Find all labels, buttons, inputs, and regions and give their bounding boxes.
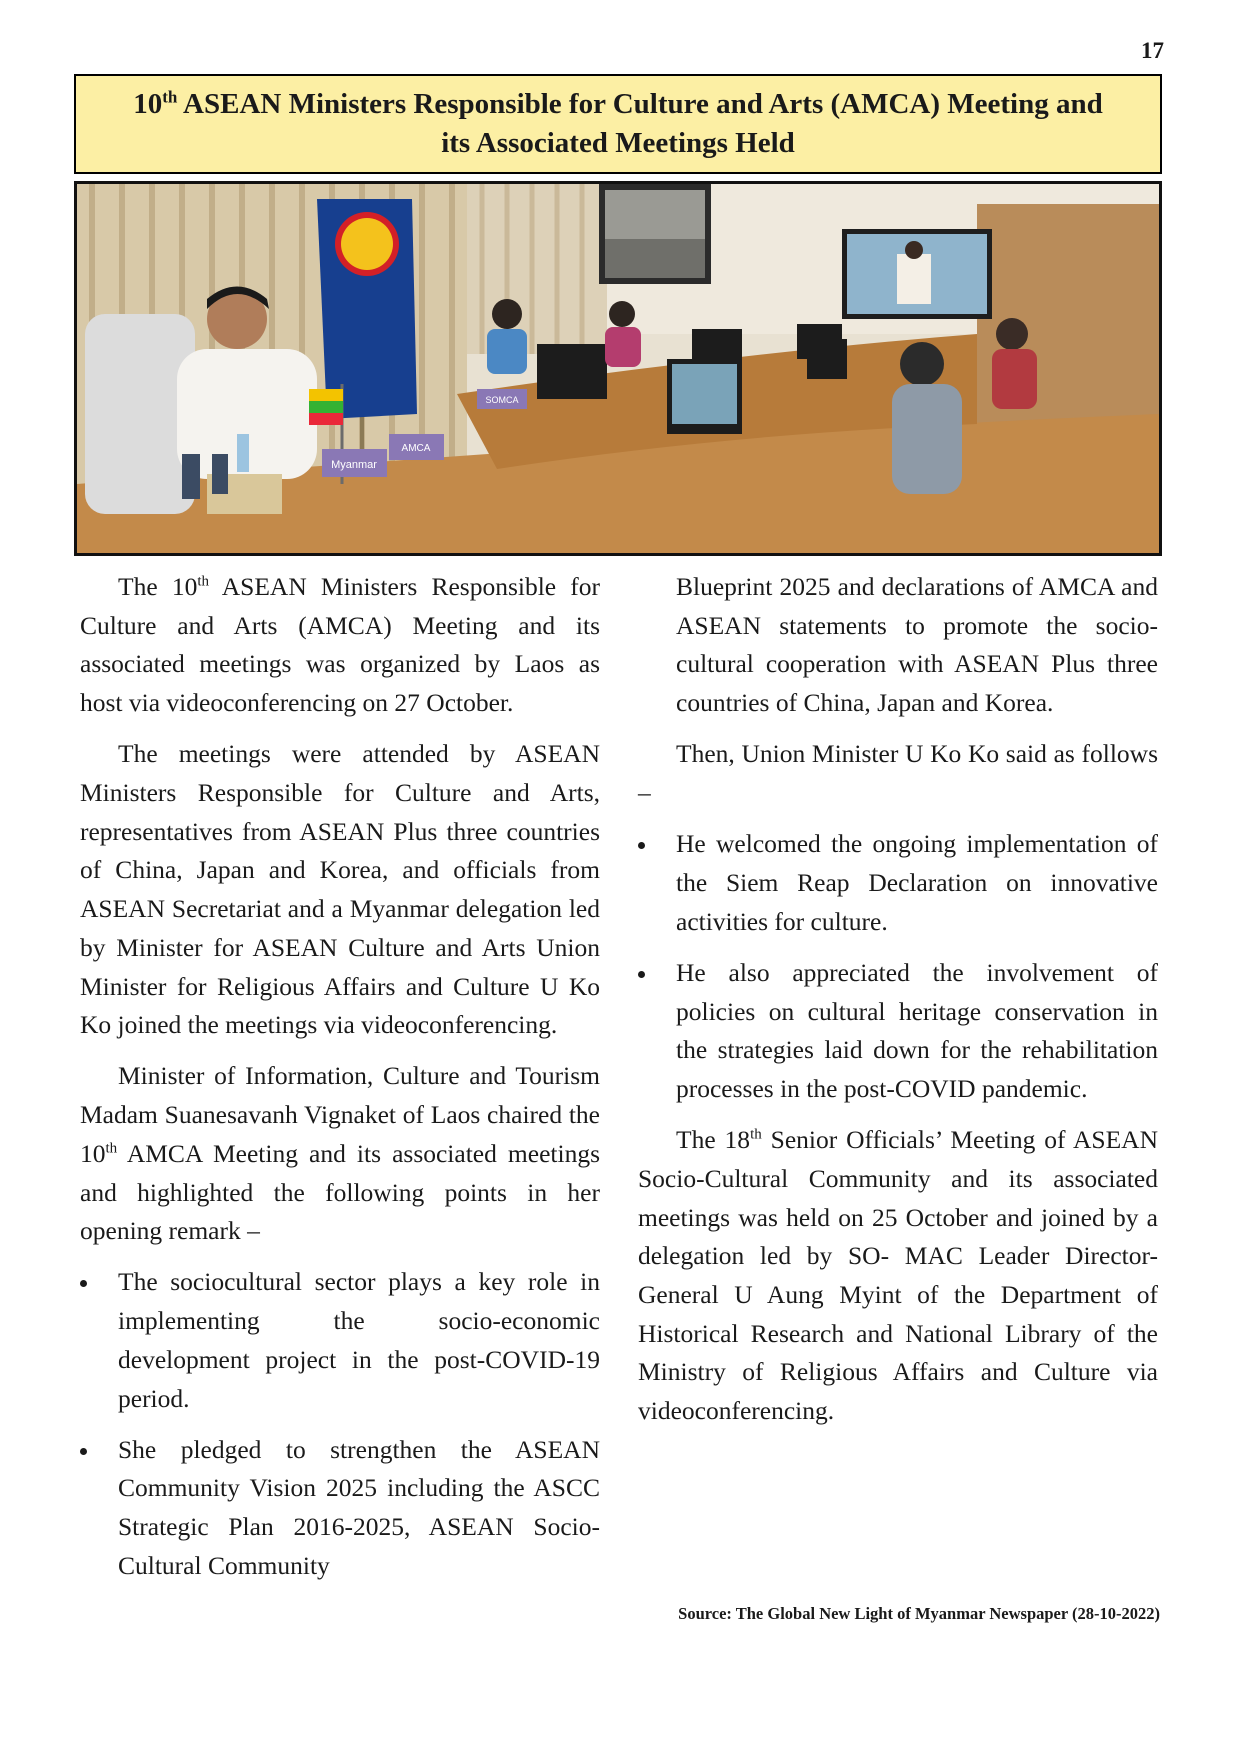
- right-column: [638, 568, 1158, 1443]
- bullet-icon: [80, 1448, 87, 1455]
- paragraph-1-end: ASEAN Ministers Responsible for Culture and Arts (AMCA) Meeting and its associated meetings was organized by Laos as host via videoconferencing on 27 October.: [80, 572, 601, 718]
- page-number: 17: [1141, 38, 1164, 63]
- title-ordinal-suffix: th: [162, 87, 178, 107]
- minister-remarks-list: [638, 825, 1158, 1108]
- article-title: [74, 74, 1162, 174]
- paragraph-2: The meetings were attended by ASEAN Ministers Responsible for Culture and Arts, representatives from ASEAN Plus three countries of China, Japan and Korea, and officials from ASEAN Secretariat and a Myanmar delegation led by Minister for ASEAN Culture and Arts Union Minister for Religious Affairs and Culture U Ko Ko joined the meetings via videoconferencing.: [80, 739, 600, 1040]
- title-line-1: [133, 85, 1102, 124]
- list-item: [80, 1263, 600, 1418]
- curtain-middle: [467, 184, 607, 354]
- nameplate-myanmar: [322, 449, 387, 477]
- wall-picture: [599, 184, 711, 284]
- paragraph-5: [638, 1121, 1158, 1431]
- list-item: [80, 1431, 600, 1586]
- ordinal-suffix: th: [105, 1140, 118, 1157]
- tumbler-2: [212, 454, 228, 494]
- meeting-photo: [74, 181, 1162, 556]
- svg-text:SOMCA: SOMCA: [485, 395, 519, 405]
- title-line-1-text: ASEAN Ministers Responsible for Culture and Arts (AMCA) Meeting and: [177, 88, 1103, 120]
- ordinal-suffix: th: [750, 1126, 762, 1143]
- svg-text:Myanmar: Myanmar: [331, 459, 377, 471]
- bullet-icon: [80, 1280, 87, 1287]
- nameplate-amca: [389, 434, 444, 460]
- title-ordinal-number: 10: [133, 88, 163, 120]
- paragraph-4: Then, Union Minister U Ko Ko said as follows –: [638, 739, 1158, 808]
- paragraph-3: [80, 1057, 600, 1251]
- bullet-icon: [638, 971, 645, 978]
- list-item-text: The sociocultural sector plays a key role in implementing the socio-economic development project in the post-COVID-19 period.: [118, 1267, 600, 1413]
- source-credit: Source: The Global New Light of Myanmar Newspaper (28-10-2022): [678, 1604, 1160, 1623]
- title-line-2: its Associated Meetings Held: [441, 127, 795, 159]
- list-item-text: He also appreciated the involvement of policies on cultural heritage conservation in the strategies laid down for the rehabilitation processes in the post-COVID pandemic.: [676, 957, 1158, 1103]
- paragraph-5-end: Senior Officials’ Meeting of ASEAN Socio-Cultural Community and its associated meetings was held on 25 October and joined by a delegation led by SO- MAC Leader Director-General U Aung Myint of the Department of Historical Research and National Library of the Ministry of Religious Affairs and Culture via videoconferencing.: [638, 1125, 1158, 1426]
- paragraph-3-end: AMCA Meeting and its associated meetings and highlighted the following points in her opening remark –: [80, 1138, 600, 1246]
- bullet-icon: [638, 842, 645, 849]
- nameplate-somca: [477, 389, 527, 409]
- ordinal-suffix: th: [197, 573, 209, 590]
- list-item: [638, 825, 1158, 941]
- water-bottle: [237, 434, 249, 472]
- svg-text:AMCA: AMCA: [401, 443, 431, 454]
- tumbler: [182, 454, 200, 499]
- left-column: [80, 568, 600, 1598]
- video-screen: [842, 229, 992, 319]
- opening-remark-list: [80, 1263, 600, 1585]
- list-item-text: He welcomed the ongoing implementation of the Siem Reap Declaration on innovative activities for culture.: [676, 829, 1158, 936]
- monitor-screen: [672, 364, 737, 424]
- paragraph-1: [80, 568, 600, 723]
- bullet-continuation: Blueprint 2025 and declarations of AMCA and ASEAN statements to promote the socio-cultural cooperation with ASEAN Plus three countries of China, Japan and Korea.: [676, 572, 1158, 718]
- paragraph-1-start: The 10: [118, 572, 198, 601]
- paragraph-5-start: The 18: [676, 1125, 751, 1155]
- list-item-text: She pledged to strengthen the ASEAN Community Vision 2025 including the ASCC Strategic Plan 2016-2025, ASEAN Socio-Cultural Community: [118, 1434, 600, 1580]
- paragraph-3-start: Minister of Information, Culture and Tourism Madam Suanesavanh Vignaket of Laos chaired the 10: [80, 1061, 600, 1168]
- list-item: [638, 954, 1158, 1109]
- meeting-photo-illustration: [77, 184, 1159, 553]
